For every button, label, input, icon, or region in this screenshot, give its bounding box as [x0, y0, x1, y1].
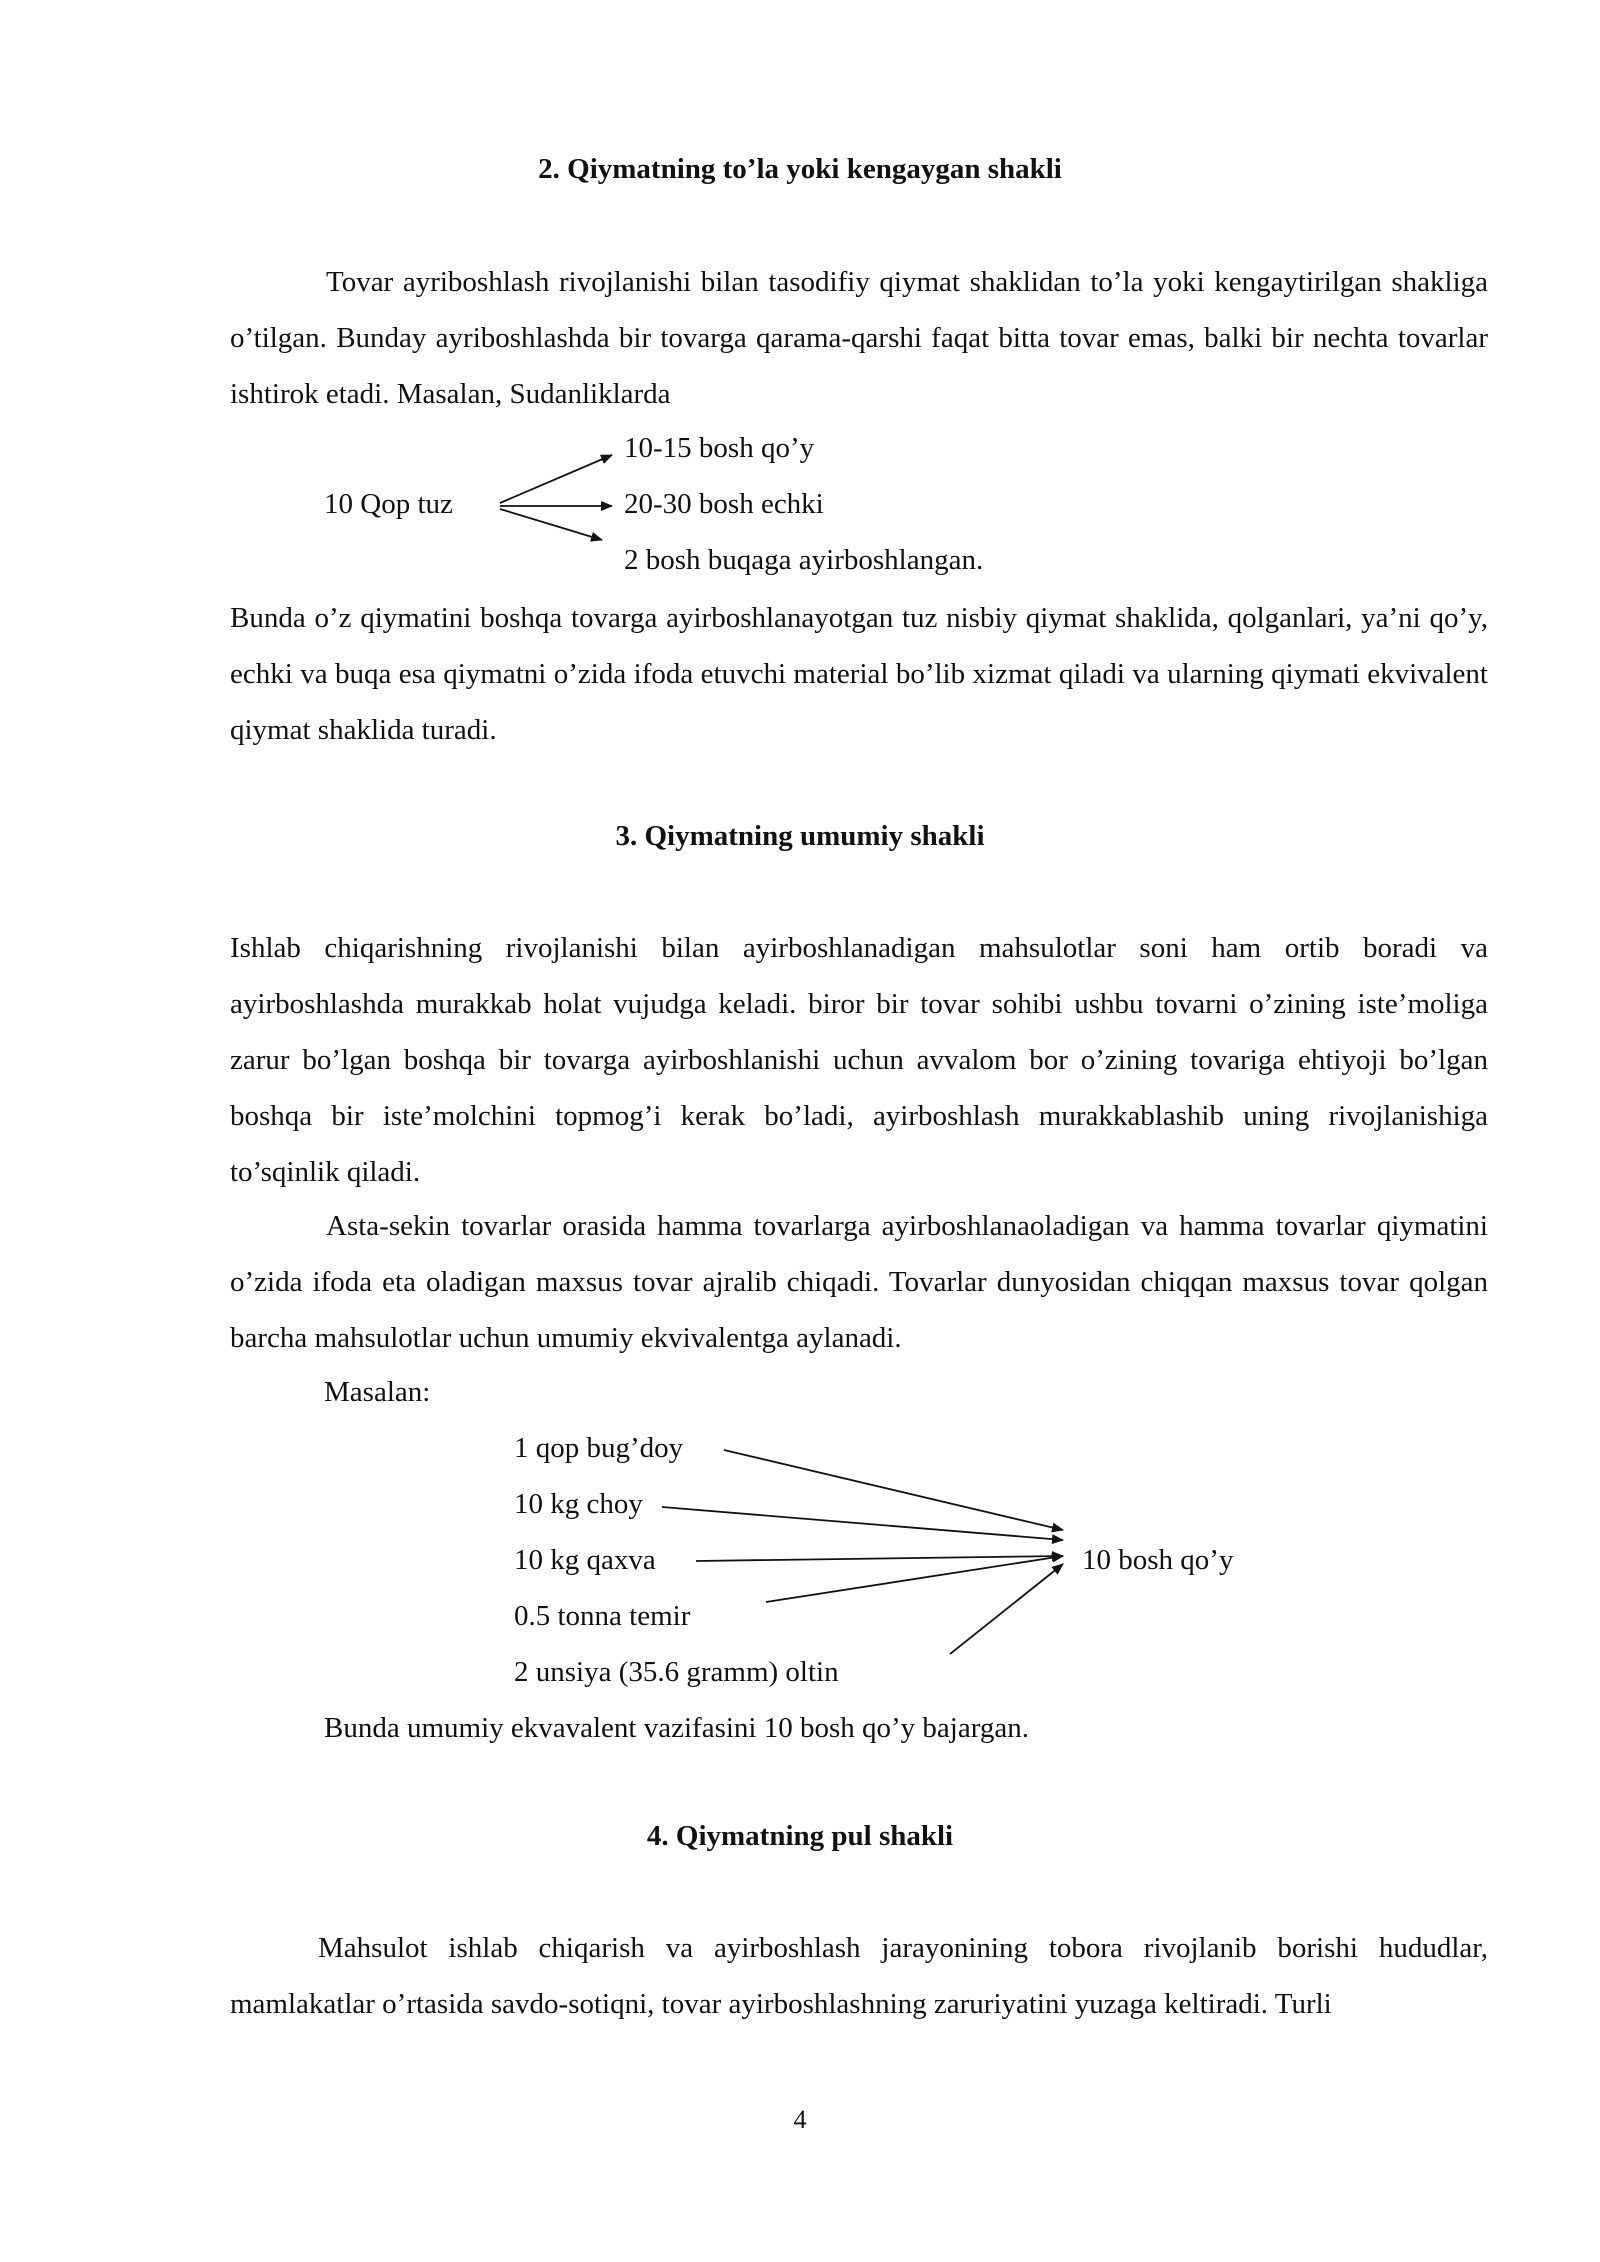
diagram2-arrow-5 [950, 1564, 1063, 1654]
diagram2-source-2: 10 kg choy [514, 1488, 643, 1520]
diagram1-arrow-1 [500, 455, 612, 503]
section-3-paragraph-2: Asta-sekin tovarlar orasida hamma tovarlarga ayirboshlanaoladigan va hamma tovarlar qiymatini o’zida ifoda eta oladigan maxsus tovar ajralib chiqadi. Tovarlar dunyosidan chiqqan maxsus tovar qolgan barcha mahsulotlar uchun umumiy ekvivalentga aylanadi. [230, 1210, 1488, 1354]
page-number: 4 [793, 2105, 807, 2134]
diagram2-source-1: 1 qop bug’doy [514, 1432, 684, 1464]
section-2-heading: 2. Qiymatning to’la yoki kengaygan shakli [538, 153, 1062, 185]
example-label: Masalan: [324, 1376, 431, 1408]
section-4-paragraph-1: Mahsulot ishlab chiqarish va ayirboshlash jarayonining tobora rivojlanib borishi hududlar, mamlakatlar o’rtasida savdo-sotiqni, tovar ayirboshlashning zaruriyatini yuzaga keltiradi. Turli [230, 1932, 1488, 2020]
diagram2-arrow-2 [662, 1507, 1063, 1540]
diagram2-source-4: 0.5 tonna temir [514, 1600, 691, 1632]
diagram2-target: 10 bosh qo’y [1082, 1544, 1234, 1576]
section-3-paragraph-1: Ishlab chiqarishning rivojlanishi bilan ayirboshlanadigan mahsulotlar soni ham ortib boradi va ayirboshlashda murakkab holat vujudga keladi. biror bir tovar sohibi ushbu tovarni o’zining iste’moliga zarur bo’lgan boshqa bir tovarga ayirboshlanishi uchun avvalom bor o’zining tovariga ehtiyoji bo’lgan boshqa bir iste’molchini topmog’i kerak bo’ladi, ayirboshlash murakkablashib uning rivojlanishiga to’sqinlik qiladi. [230, 932, 1488, 1188]
diagram1-source: 10 Qop tuz [324, 488, 453, 520]
diagram2-source-5: 2 unsiya (35.6 gramm) oltin [514, 1656, 839, 1688]
section-2-paragraph-1: Tovar ayriboshlash rivojlanishi bilan tasodifiy qiymat shaklidan to’la yoki kengaytirilgan shakliga o’tilgan. Bunday ayriboshlashda bir tovarga qarama-qarshi faqat bitta tovar emas, balki bir nechta tovarlar ishtirok etadi. Masalan, Sudanliklarda [230, 266, 1488, 410]
section-2-paragraph-2: Bunda o’z qiymatini boshqa tovarga ayirboshlanayotgan tuz nisbiy qiymat shaklida, qolganlari, ya’ni qo’y, echki va buqa esa qiymatni o’zida ifoda etuvchi material bo’lib xizmat qiladi va ularning qiymati ekvivalent qiymat shaklida turadi. [230, 602, 1488, 746]
section-3-conclusion: Bunda umumiy ekvavalent vazifasini 10 bosh qo’y bajargan. [324, 1712, 1029, 1744]
section-3-heading: 3. Qiymatning umumiy shakli [615, 820, 985, 852]
diagram1-target-3: 2 bosh buqaga ayirboshlangan. [624, 544, 984, 576]
section-4-heading: 4. Qiymatning pul shakli [646, 1820, 954, 1852]
diagram2-source-3: 10 kg qaxva [514, 1544, 656, 1576]
diagram1-target-1: 10-15 bosh qo’y [624, 432, 815, 464]
diagram2-arrow-4 [766, 1556, 1063, 1602]
diagram1-target-2: 20-30 bosh echki [624, 488, 824, 520]
diagram2-arrow-1 [724, 1450, 1063, 1530]
diagram1-arrow-3 [500, 509, 602, 540]
diagram2-arrow-3 [696, 1556, 1063, 1561]
